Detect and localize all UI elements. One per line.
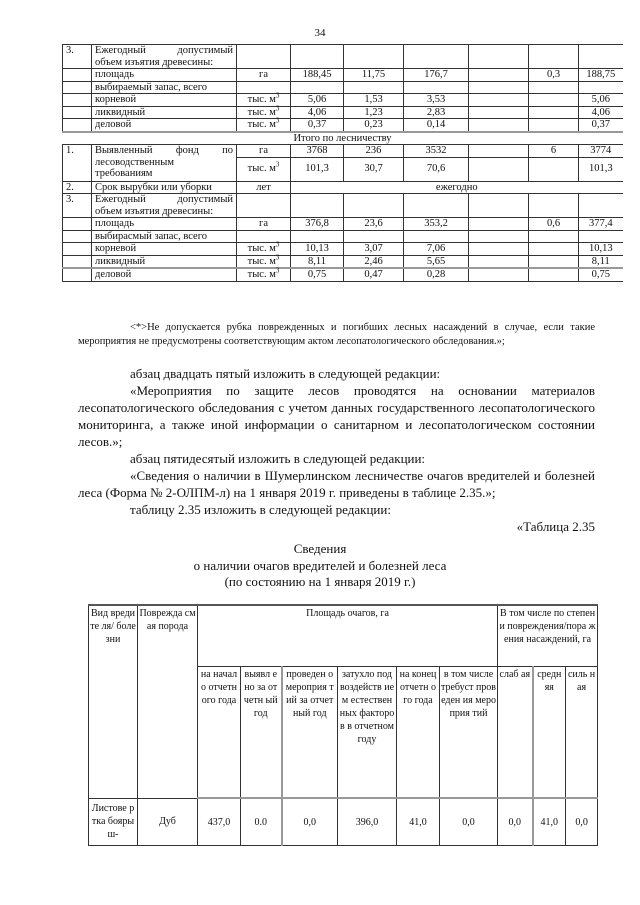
row-number: 3. bbox=[63, 194, 92, 218]
value-cell bbox=[529, 157, 579, 181]
unit-text: тыс. м bbox=[247, 94, 276, 105]
row-number bbox=[63, 230, 92, 243]
value-cell: 10,13 bbox=[291, 243, 344, 256]
table-row bbox=[63, 268, 623, 281]
row-number bbox=[63, 81, 92, 94]
value-cell: 0,23 bbox=[344, 119, 404, 132]
value-cell: 101,3 bbox=[579, 157, 623, 181]
value-cell bbox=[469, 94, 529, 107]
unit-text: тыс. м bbox=[247, 106, 276, 118]
cell-value: 0,0 bbox=[498, 798, 533, 846]
table-row bbox=[63, 45, 623, 69]
value-cell: 5,65 bbox=[404, 255, 469, 268]
table-row bbox=[63, 81, 623, 94]
row-number bbox=[63, 119, 92, 132]
row-name: деловой bbox=[92, 268, 237, 281]
header-sub-medium: средн яя bbox=[533, 667, 566, 799]
row-number bbox=[63, 69, 92, 82]
cell-value: 41,0 bbox=[533, 798, 566, 846]
value-cell bbox=[404, 45, 469, 69]
value-cell: 101,3 bbox=[291, 157, 344, 181]
value-cell: 376,8 bbox=[291, 218, 344, 231]
table-row bbox=[63, 145, 623, 158]
row-name: площадь bbox=[92, 218, 237, 231]
value-cell: 3774 bbox=[579, 145, 623, 158]
header-area: Площадь очагов, га bbox=[198, 605, 498, 667]
value-cell: 0,47 bbox=[344, 268, 404, 281]
row-name: площадь bbox=[92, 69, 237, 82]
value-cell bbox=[469, 268, 529, 281]
unit-cell bbox=[237, 268, 291, 281]
value-cell bbox=[344, 81, 404, 94]
value-cell: 2,83 bbox=[404, 106, 469, 119]
paragraph-5: таблицу 2.35 изложить в следующей редакции: bbox=[130, 502, 391, 517]
cell-species: Дуб bbox=[138, 798, 198, 846]
value-cell: 0,14 bbox=[404, 119, 469, 132]
value-cell: 0,37 bbox=[579, 119, 623, 132]
unit-cell bbox=[237, 91, 291, 107]
paragraph-1: абзац двадцать пятый изложить в следующей редакции: bbox=[130, 366, 441, 381]
cell-value: 41,0 bbox=[397, 798, 440, 846]
row-name: Ежегодный допустимый объем изъятия древесины: bbox=[92, 194, 237, 218]
value-cell: 1,53 bbox=[344, 94, 404, 107]
value-cell: 70,6 bbox=[404, 157, 469, 181]
table-row bbox=[63, 69, 623, 82]
cell-value: 0,0 bbox=[282, 798, 338, 846]
row-name: выбираемый запас, всего bbox=[92, 81, 237, 94]
value-cell: 2,46 bbox=[344, 255, 404, 268]
value-cell: 3768 bbox=[291, 145, 344, 158]
value-cell: 0,37 bbox=[291, 119, 344, 132]
paragraph-2: «Мероприятия по защите лесов проводятся на основании материалов лесопатологического обследования с учетом данных государственного лесопатологического мониторинга, а также иной информации о санитарном и лесопатологическом состоянии лесов.»; bbox=[78, 383, 595, 449]
table-row bbox=[63, 243, 623, 256]
value-cell bbox=[404, 230, 469, 243]
value-cell: 0,28 bbox=[404, 268, 469, 281]
value-cell bbox=[404, 81, 469, 94]
row-name: ликвидный bbox=[92, 106, 237, 119]
caption-line-2: о наличии очагов вредителей и болезней леса bbox=[193, 557, 447, 573]
unit-text: тыс. м bbox=[247, 269, 276, 280]
value-cell: 0,3 bbox=[529, 69, 579, 82]
cell-pest: Листове ртка боярыш- bbox=[89, 798, 138, 846]
value-cell bbox=[291, 230, 344, 243]
table-row bbox=[63, 218, 623, 231]
value-cell bbox=[291, 45, 344, 69]
table-row bbox=[63, 106, 623, 119]
value-cell: 176,7 bbox=[404, 69, 469, 82]
value-cell: 3532 bbox=[404, 145, 469, 158]
value-cell bbox=[529, 106, 579, 119]
table-row bbox=[63, 94, 623, 107]
page-number: 34 bbox=[314, 27, 326, 39]
unit-cell bbox=[237, 81, 291, 94]
header-sub-strong: силь ная bbox=[566, 667, 598, 799]
unit-superscript: 3 bbox=[275, 91, 280, 100]
header-species: Поврежда смая порода bbox=[138, 605, 198, 798]
cell-value: 0,0 bbox=[566, 798, 598, 846]
unit-cell bbox=[237, 45, 291, 69]
header-degree: В том числе по степени повреждения/пора жения насаждений, га bbox=[498, 605, 598, 667]
value-cell bbox=[529, 230, 579, 243]
value-cell bbox=[469, 145, 529, 158]
unit-cell bbox=[237, 240, 291, 256]
value-cell bbox=[529, 255, 579, 268]
value-cell: 5,06 bbox=[579, 94, 623, 107]
value-cell bbox=[344, 230, 404, 243]
unit-cell bbox=[237, 157, 291, 181]
row-name: Ежегодный допустимый объем изъятия древесины: bbox=[92, 45, 237, 69]
row-number bbox=[63, 268, 92, 281]
header-sub-required: в том числе требуст проведен ия мероприя тий bbox=[440, 667, 498, 799]
row-number bbox=[63, 94, 92, 107]
value-cell: 23,6 bbox=[344, 218, 404, 231]
row-number: 1. bbox=[63, 145, 92, 182]
table-row bbox=[63, 119, 623, 132]
value-cell: 1,23 bbox=[344, 106, 404, 119]
header-sub-end: на конец отчетн ого года bbox=[397, 667, 440, 799]
table-row bbox=[89, 798, 598, 846]
unit-text: тыс. м bbox=[247, 119, 276, 130]
value-cell: 236 bbox=[344, 145, 404, 158]
unit-cell bbox=[237, 116, 291, 132]
paragraph-3: абзац пятидесятый изложить в следующей редакции: bbox=[130, 451, 426, 466]
cell-value: 396,0 bbox=[338, 798, 397, 846]
pest-foci-table bbox=[88, 604, 598, 846]
row-number bbox=[63, 255, 92, 268]
unit-text: тыс. м bbox=[247, 163, 276, 175]
unit-text: га bbox=[259, 69, 268, 80]
value-cell: 11,75 bbox=[344, 69, 404, 82]
table-label: «Таблица 2.35 bbox=[516, 519, 595, 534]
value-cell: 353,2 bbox=[404, 218, 469, 231]
value-cell bbox=[469, 157, 529, 181]
footnote bbox=[78, 321, 595, 349]
value-cell bbox=[469, 45, 529, 69]
row-name: Выявленный фонд по лесоводственным требованиям bbox=[92, 145, 237, 182]
value-cell: 4,06 bbox=[579, 106, 623, 119]
body-text bbox=[78, 365, 595, 535]
value-cell: 188,45 bbox=[291, 69, 344, 82]
value-cell bbox=[469, 243, 529, 256]
value-cell: 6 bbox=[529, 145, 579, 158]
value-cell bbox=[579, 230, 623, 243]
row-number bbox=[63, 243, 92, 256]
value-cell bbox=[529, 45, 579, 69]
table-row bbox=[63, 230, 623, 243]
header-sub-start: на начало отчетн ого года bbox=[198, 667, 241, 799]
header-sub-extinct: затухло под воздейств ием естествен ных факторов в отчетном году bbox=[338, 667, 397, 799]
value-cell bbox=[469, 106, 529, 119]
value-cell bbox=[529, 268, 579, 281]
value-cell bbox=[579, 45, 623, 69]
header-sub-weak: слаб ая bbox=[498, 667, 533, 799]
value-cell bbox=[529, 243, 579, 256]
row-name: корневой bbox=[92, 243, 237, 256]
paragraph-4: «Сведения о наличии в Шумерлинском лесничестве очагов вредителей и болезней леса (Форма № 2-ОЛПМ-л) на 1 января 2019 г. приведены в таблице 2.35.»; bbox=[78, 468, 595, 500]
table-caption bbox=[0, 541, 640, 591]
value-cell bbox=[469, 255, 529, 268]
value-cell bbox=[469, 119, 529, 132]
unit-cell bbox=[237, 145, 291, 158]
value-cell: 3,53 bbox=[404, 94, 469, 107]
caption-line-3: (по состоянию на 1 января 2019 г.) bbox=[224, 574, 416, 589]
value-cell bbox=[344, 45, 404, 69]
value-cell bbox=[469, 81, 529, 94]
row-name: корневой bbox=[92, 94, 237, 107]
unit-superscript: 3 bbox=[275, 104, 280, 112]
forest-harvest-table bbox=[62, 44, 623, 282]
row-number bbox=[63, 106, 92, 119]
value-cell: 7,06 bbox=[404, 243, 469, 256]
value-cell-merged: ежегодно bbox=[291, 181, 623, 194]
unit-superscript: 3 bbox=[275, 160, 280, 169]
unit-cell: лет bbox=[237, 181, 291, 194]
total-label: Итого по лесничеству bbox=[63, 132, 623, 145]
row-number: 3. bbox=[63, 45, 92, 69]
value-cell bbox=[291, 194, 344, 218]
unit-superscript: 3 bbox=[275, 116, 280, 125]
row-name: выбирасмый запас, всего bbox=[92, 230, 237, 243]
header-row-1 bbox=[89, 605, 598, 667]
value-cell bbox=[469, 69, 529, 82]
header-sub-detected: выявл ено за отчетн ый год bbox=[241, 667, 282, 799]
value-cell: 377,4 bbox=[579, 218, 623, 231]
footnote-text: <*>Не допускается рубка поврежденных и погибших лесных насаждений в случае, если такие мероприятия не предусмотрены соответствующим актом лесопатологического обследования.»; bbox=[78, 322, 595, 347]
value-cell: 3,07 bbox=[344, 243, 404, 256]
header-sub-measures: проведен о мероприя тий за отчетный год bbox=[282, 667, 338, 799]
table-row bbox=[63, 255, 623, 268]
value-cell bbox=[529, 119, 579, 132]
row-number: 2. bbox=[63, 181, 92, 194]
unit-superscript: 3 bbox=[275, 240, 280, 249]
cell-value: 0.0 bbox=[241, 798, 282, 846]
value-cell: 0,75 bbox=[291, 268, 344, 281]
row-name: Срок вырубки или уборки bbox=[92, 181, 237, 194]
unit-superscript: 3 bbox=[275, 266, 280, 275]
unit-cell bbox=[237, 230, 291, 243]
unit-text: га bbox=[259, 218, 268, 229]
header-pest: Вид вредите ля/ болезни bbox=[89, 605, 138, 798]
value-cell bbox=[469, 230, 529, 243]
value-cell bbox=[469, 218, 529, 231]
unit-cell bbox=[237, 218, 291, 231]
value-cell bbox=[469, 194, 529, 218]
unit-superscript: 3 bbox=[275, 253, 280, 261]
value-cell: 5,06 bbox=[291, 94, 344, 107]
value-cell bbox=[529, 81, 579, 94]
cell-value: 437,0 bbox=[198, 798, 241, 846]
total-row bbox=[63, 132, 623, 145]
value-cell bbox=[291, 81, 344, 94]
unit-cell bbox=[237, 69, 291, 82]
value-cell: 8,11 bbox=[579, 255, 623, 268]
unit-cell bbox=[237, 255, 291, 268]
table-row bbox=[63, 194, 623, 218]
value-cell: 30,7 bbox=[344, 157, 404, 181]
unit-text: тыс. м bbox=[247, 255, 276, 267]
table-row bbox=[63, 181, 623, 194]
value-cell bbox=[404, 194, 469, 218]
cell-value: 0,0 bbox=[440, 798, 498, 846]
value-cell: 4,06 bbox=[291, 106, 344, 119]
unit-cell bbox=[237, 106, 291, 119]
row-name: ликвидный bbox=[92, 255, 237, 268]
value-cell bbox=[579, 81, 623, 94]
unit-text: га bbox=[259, 145, 268, 156]
value-cell bbox=[529, 94, 579, 107]
value-cell bbox=[529, 194, 579, 218]
row-number bbox=[63, 218, 92, 231]
value-cell: 188,75 bbox=[579, 69, 623, 82]
value-cell: 10,13 bbox=[579, 243, 623, 256]
row-name: деловой bbox=[92, 119, 237, 132]
unit-text: тыс. м bbox=[247, 243, 276, 254]
value-cell bbox=[579, 194, 623, 218]
unit-cell bbox=[237, 194, 291, 218]
caption-line-1: Сведения bbox=[293, 541, 347, 556]
value-cell: 0,6 bbox=[529, 218, 579, 231]
value-cell bbox=[344, 194, 404, 218]
value-cell: 8,11 bbox=[291, 255, 344, 268]
value-cell: 0,75 bbox=[579, 268, 623, 281]
